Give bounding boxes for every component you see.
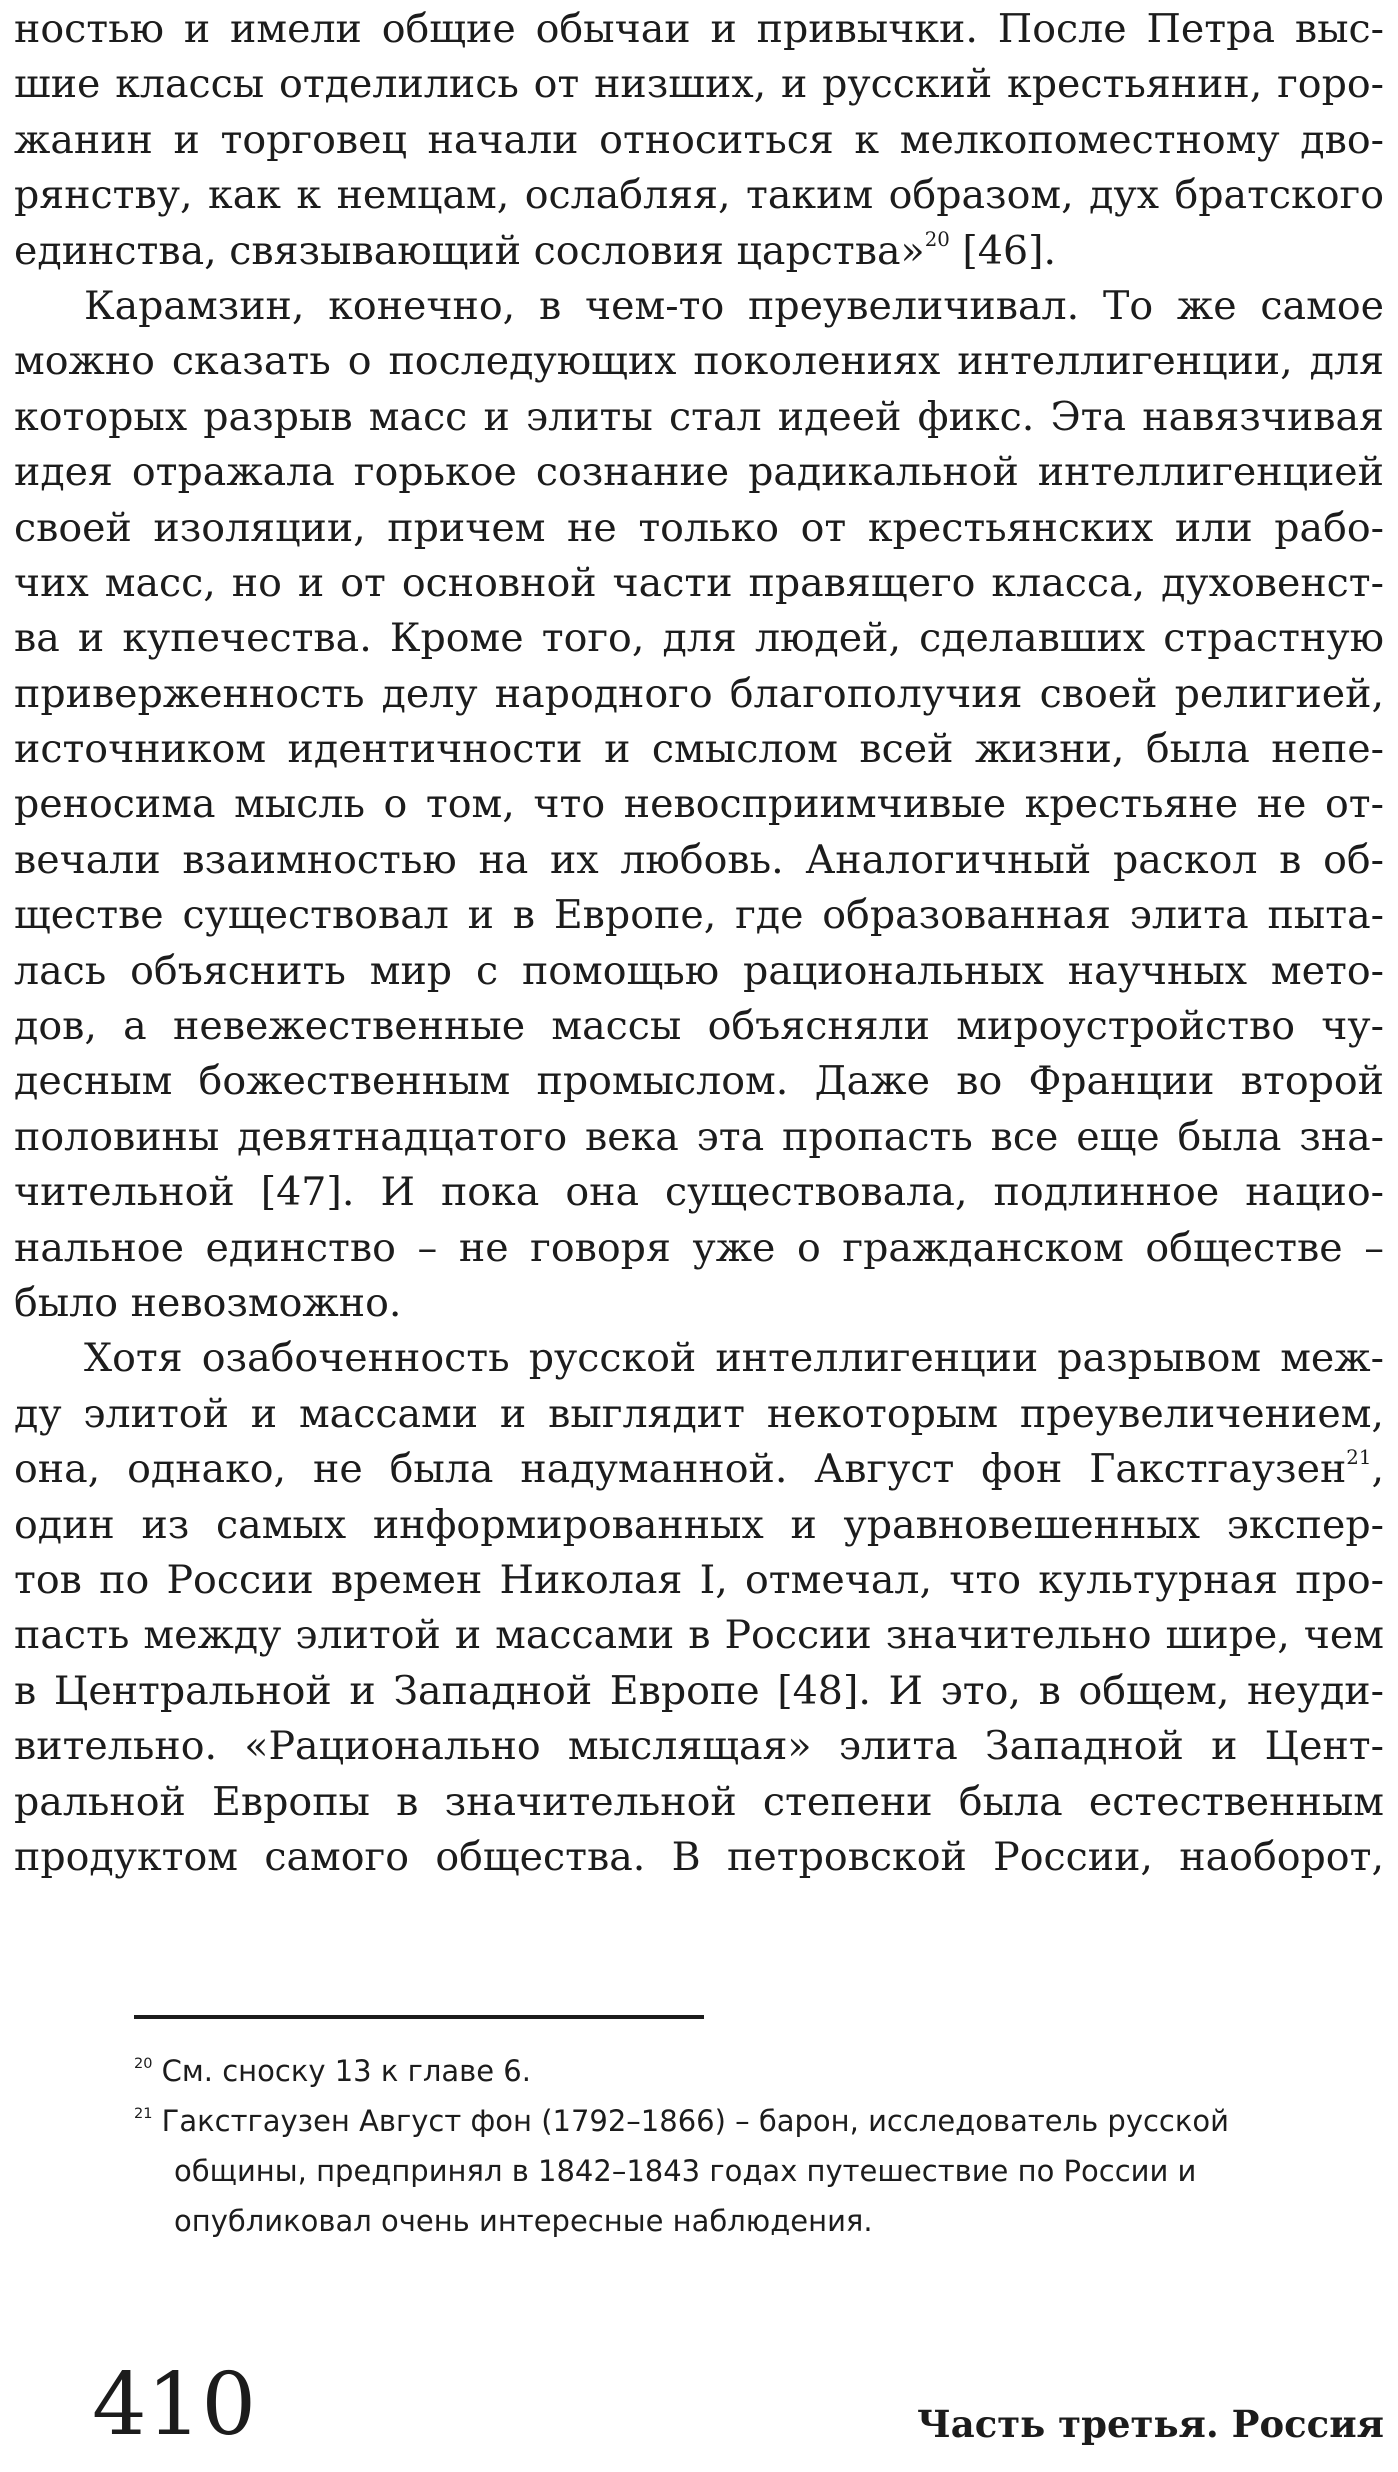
text-line: рянству, как к немцам, ослабляя, таким образом, дух братского bbox=[14, 172, 1384, 219]
footnote-20 bbox=[134, 2046, 1384, 2096]
text-line: можно сказать о последующих поколениях интеллигенции, для bbox=[14, 338, 1384, 385]
footnote-text: Гакстгаузен Август фон (1792–1866) – барон, исследователь русской bbox=[152, 2104, 1229, 2138]
text-line: идея отражала горькое сознание радикальной интеллигенцией bbox=[14, 449, 1384, 496]
text-line: Карамзин, конечно, в чем-то преувеличивал. То же самое bbox=[84, 282, 1384, 329]
footnote-ref: 20 bbox=[924, 227, 950, 251]
text-line: ва и купечества. Кроме того, для людей, сделавших страстную bbox=[14, 615, 1384, 662]
main-text bbox=[14, 2, 1384, 1885]
text-line: продуктом самого общества. В петровской России, наоборот, bbox=[14, 1833, 1384, 1880]
text-line: своей изоляции, причем не только от крестьянских или рабо- bbox=[14, 504, 1384, 551]
text-line: чительной [47]. И пока она существовала, подлинное нацио- bbox=[14, 1169, 1384, 1216]
text-line: приверженность делу народного благополучия своей религией, bbox=[14, 670, 1384, 717]
footnote-mark: 21 bbox=[134, 2105, 153, 2122]
text-line: было невозможно. bbox=[14, 1279, 402, 1326]
text-fragment: единства, связывающий сословия царства» bbox=[14, 227, 925, 274]
text-line: нальное единство – не говоря уже о гражданском обществе – bbox=[14, 1224, 1384, 1271]
text-line: вительно. «Рационально мыслящая» элита Западной и Цент- bbox=[14, 1723, 1384, 1770]
text-line: в Центральной и Западной Европе [48]. И это, в общем, неуди- bbox=[14, 1667, 1384, 1714]
footnotes bbox=[134, 2046, 1384, 2246]
text-line: половины девятнадцатого века эта пропасть все еще была зна- bbox=[14, 1113, 1384, 1160]
footnote-21 bbox=[134, 2096, 1384, 2146]
text-line: шие классы отделились от низших, и русский крестьянин, горо- bbox=[14, 61, 1384, 108]
text-line bbox=[14, 224, 1384, 279]
text-line: которых разрыв масс и элиты стал идеей фикс. Эта навязчивая bbox=[14, 393, 1384, 440]
text-line: Хотя озабоченность русской интеллигенции разрывом меж- bbox=[84, 1335, 1384, 1382]
text-line bbox=[14, 1442, 1384, 1497]
text-line: ду элитой и массами и выглядит некоторым преувеличением, bbox=[14, 1390, 1384, 1437]
footnote-divider bbox=[134, 2015, 704, 2019]
footnote-text: См. сноску 13 к главе 6. bbox=[152, 2054, 531, 2088]
text-fragment: [46]. bbox=[949, 227, 1057, 274]
text-line: один из самых информированных и уравновешенных экспер- bbox=[14, 1501, 1384, 1548]
footnote-ref: 21 bbox=[1346, 1446, 1372, 1470]
text-fragment: она, однако, не была надуманной. Август фон Гакстгаузен bbox=[14, 1446, 1347, 1493]
text-line: реносима мысль о том, что невосприимчивые крестьяне не от- bbox=[14, 781, 1384, 828]
text-line: ностью и имели общие обычаи и привычки. После Петра выс- bbox=[14, 6, 1384, 52]
footnote-mark: 20 bbox=[134, 2055, 153, 2072]
text-line: жанин и торговец начали относиться к мелкопоместному дво- bbox=[14, 116, 1384, 163]
text-line: дов, а невежественные массы объясняли мироустройство чу- bbox=[14, 1003, 1384, 1050]
footnote-text: опубликовал очень интересные наблюдения. bbox=[174, 2204, 873, 2238]
text-line: чих масс, но и от основной части правящего класса, духовенст- bbox=[14, 559, 1384, 606]
running-head: Часть третья. Россия bbox=[916, 2402, 1384, 2446]
text-line: ществе существовал и в Европе, где образованная элита пыта- bbox=[14, 892, 1384, 939]
text-line: источником идентичности и смыслом всей жизни, была непе- bbox=[14, 726, 1384, 773]
text-line: вечали взаимностью на их любовь. Аналогичный раскол в об- bbox=[14, 836, 1384, 883]
text-line: пасть между элитой и массами в России значительно шире, чем bbox=[14, 1612, 1384, 1659]
page-footer bbox=[92, 2350, 1384, 2460]
text-line: десным божественным промыслом. Даже во Франции второй bbox=[14, 1058, 1384, 1105]
text-line: ральной Европы в значительной степени была естественным bbox=[14, 1778, 1384, 1825]
footnote-text: общины, предпринял в 1842–1843 годах путешествие по России и bbox=[174, 2154, 1197, 2188]
text-line: тов по России времен Николая I, отмечал, что культурная про- bbox=[14, 1556, 1384, 1603]
text-fragment: , bbox=[1371, 1446, 1384, 1493]
text-line: лась объяснить мир с помощью рациональных научных мето- bbox=[14, 947, 1384, 994]
page-number: 410 bbox=[92, 2355, 257, 2455]
